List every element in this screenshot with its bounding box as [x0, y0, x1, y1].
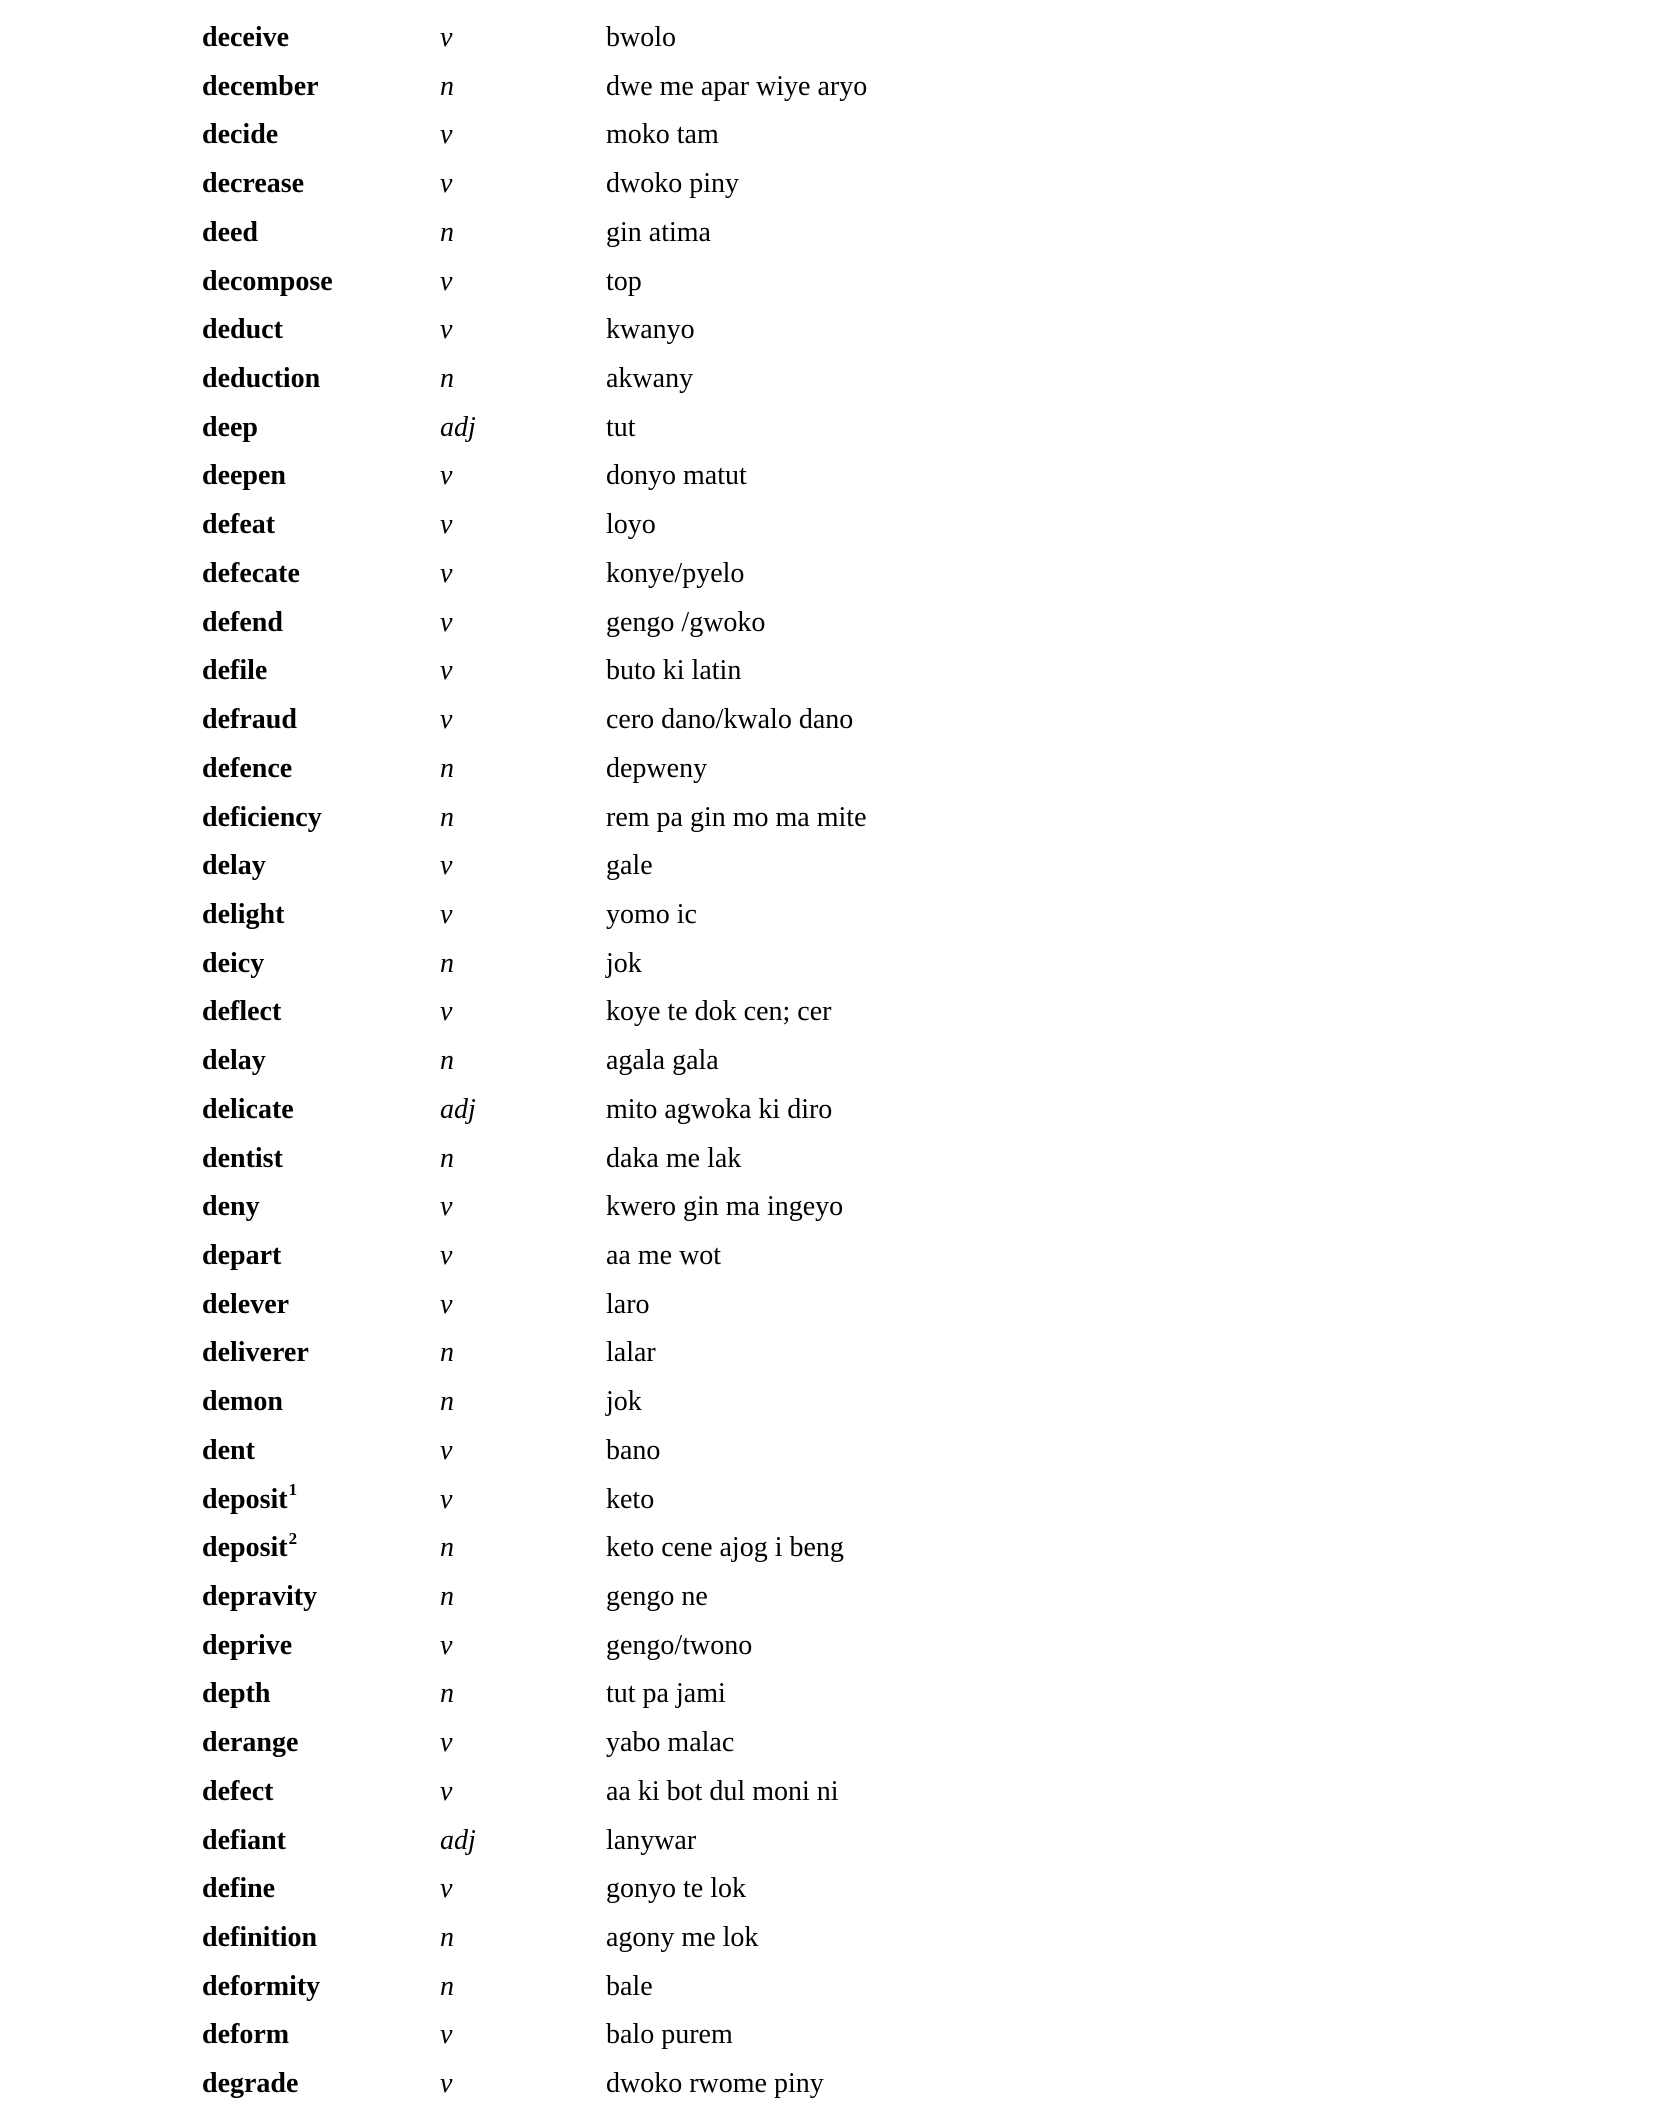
entry-part-of-speech: n: [440, 1386, 454, 1418]
entry-translation: buto ki latin: [606, 655, 742, 687]
entry-translation: kwanyo: [606, 314, 695, 346]
headword-text: define: [202, 1873, 276, 1905]
entry-headword: [202, 1431, 255, 1471]
entry-part-of-speech: v: [440, 655, 453, 687]
entry-part-of-speech: v: [440, 1629, 453, 1661]
entry-part-of-speech: n: [440, 752, 454, 784]
headword-text: delay: [202, 850, 266, 882]
entry-headword: [202, 895, 284, 935]
headword-text: derange: [202, 1727, 299, 1759]
entry-translation: laro: [606, 1288, 650, 1320]
headword-text: defiant: [202, 1824, 286, 1856]
dictionary-entry: [202, 1528, 1102, 1577]
headword-text: delight: [202, 898, 285, 930]
entry-headword: [202, 456, 286, 496]
entry-headword: [202, 1236, 281, 1276]
entry-part-of-speech: v: [440, 2068, 453, 2100]
entry-translation: agony me lok: [606, 1922, 759, 1954]
entry-headword: [202, 67, 319, 107]
entry-part-of-speech: n: [440, 1922, 454, 1954]
entry-part-of-speech: adj: [440, 411, 476, 443]
headword-text: depart: [202, 1239, 282, 1271]
entry-part-of-speech: v: [440, 2019, 453, 2051]
entry-part-of-speech: v: [440, 1483, 453, 1515]
dictionary-entry: [202, 262, 1102, 311]
dictionary-entry: [202, 1480, 1102, 1529]
entry-headword: [202, 651, 267, 691]
headword-text: deform: [202, 2019, 290, 2051]
homonym-number: 2: [288, 1528, 298, 1548]
headword-text: deed: [202, 216, 258, 248]
entry-translation: donyo matut: [606, 460, 747, 492]
headword-text: dentist: [202, 1142, 283, 1174]
entry-part-of-speech: v: [440, 1727, 453, 1759]
entry-headword: [202, 1723, 298, 1763]
dictionary-entry: [202, 164, 1102, 213]
entry-headword: [202, 359, 320, 399]
entry-translation: keto: [606, 1483, 655, 1515]
dictionary-entry: [202, 554, 1102, 603]
entry-translation: tut: [606, 411, 636, 443]
headword-text: deduction: [202, 363, 321, 395]
entry-translation: gonyo te lok: [606, 1873, 746, 1905]
entry-part-of-speech: n: [440, 1337, 454, 1369]
dictionary-entry: [202, 603, 1102, 652]
entry-headword: [202, 1187, 260, 1227]
headword-text: deny: [202, 1191, 260, 1223]
entry-headword: [202, 1772, 274, 1812]
entry-translation: konye/pyelo: [606, 557, 745, 589]
headword-text: deprive: [202, 1629, 293, 1661]
entry-translation: yomo ic: [606, 898, 697, 930]
entry-headword: [202, 213, 258, 253]
dictionary-entry: [202, 115, 1102, 164]
dictionary-entry: [202, 2015, 1102, 2064]
entry-translation: agala gala: [606, 1045, 719, 1077]
headword-text: defile: [202, 655, 268, 687]
dictionary-entry: [202, 944, 1102, 993]
headword-text: defence: [202, 752, 293, 784]
entry-translation: mito agwoka ki diro: [606, 1093, 833, 1125]
headword-text: deduct: [202, 314, 283, 346]
entry-headword: [202, 1041, 266, 1081]
dictionary-entry: [202, 1772, 1102, 1821]
headword-text: degrade: [202, 2068, 299, 2100]
entry-part-of-speech: v: [440, 119, 453, 151]
entry-translation: dwoko piny: [606, 168, 739, 200]
headword-text: deflect: [202, 996, 282, 1028]
entry-headword: [202, 262, 333, 302]
entry-headword: [202, 164, 304, 204]
entry-part-of-speech: n: [440, 801, 454, 833]
entry-headword: [202, 1821, 286, 1861]
dictionary-entry: [202, 2064, 1102, 2113]
dictionary-entry: [202, 359, 1102, 408]
headword-text: demon: [202, 1386, 283, 1418]
dictionary-entry: [202, 1285, 1102, 1334]
entry-part-of-speech: adj: [440, 1093, 476, 1125]
entry-translation: gengo/twono: [606, 1629, 753, 1661]
entry-part-of-speech: v: [440, 314, 453, 346]
dictionary-entry: [202, 992, 1102, 1041]
entry-translation: jok: [606, 947, 642, 979]
entry-headword: [202, 992, 281, 1032]
entry-translation: jok: [606, 1386, 642, 1418]
dictionary-entry: [202, 1918, 1102, 1967]
headword-text: deicy: [202, 947, 265, 979]
entry-headword: [202, 2064, 298, 2104]
headword-text: deposit: [202, 1483, 288, 1515]
dictionary-entry: [202, 1431, 1102, 1480]
entry-translation: rem pa gin mo ma mite: [606, 801, 867, 833]
entry-part-of-speech: n: [440, 1142, 454, 1174]
dictionary-entry: [202, 749, 1102, 798]
entry-part-of-speech: v: [440, 168, 453, 200]
entry-headword: [202, 505, 275, 545]
entry-part-of-speech: v: [440, 265, 453, 297]
dictionary-entry: [202, 1236, 1102, 1285]
dictionary-entry: [202, 1869, 1102, 1918]
entry-part-of-speech: n: [440, 1970, 454, 2002]
entry-headword: [202, 700, 297, 740]
headword-text: deformity: [202, 1970, 321, 2002]
entry-part-of-speech: v: [440, 460, 453, 492]
entry-headword: [202, 944, 264, 984]
entry-headword: [202, 554, 300, 594]
entry-translation: gale: [606, 850, 653, 882]
dictionary-entry: [202, 67, 1102, 116]
entry-headword: [202, 115, 278, 155]
entry-part-of-speech: v: [440, 850, 453, 882]
entry-translation: keto cene ajog i beng: [606, 1532, 844, 1564]
dictionary-entry: [202, 1187, 1102, 1236]
headword-text: deposit: [202, 1532, 288, 1564]
dictionary-entry: [202, 1577, 1102, 1626]
entry-translation: top: [606, 265, 642, 297]
entry-translation: dwe me apar wiye aryo: [606, 70, 868, 102]
entry-part-of-speech: v: [440, 704, 453, 736]
dictionary-entry: [202, 1041, 1102, 1090]
entry-translation: depweny: [606, 752, 708, 784]
entry-headword: [202, 1626, 292, 1666]
entry-translation: tut pa jami: [606, 1678, 726, 1710]
headword-text: decide: [202, 119, 279, 151]
entry-translation: lanywar: [606, 1824, 697, 1856]
dictionary-entry: [202, 310, 1102, 359]
entry-headword: [202, 408, 258, 448]
entry-part-of-speech: v: [440, 996, 453, 1028]
entry-part-of-speech: v: [440, 1288, 453, 1320]
entry-part-of-speech: v: [440, 606, 453, 638]
headword-text: defecate: [202, 557, 300, 589]
entry-translation: balo purem: [606, 2019, 733, 2051]
dictionary-entry: [202, 18, 1102, 67]
dictionary-entry: [202, 1723, 1102, 1772]
entry-part-of-speech: n: [440, 1678, 454, 1710]
entry-headword: [202, 1382, 283, 1422]
entry-translation: aa me wot: [606, 1239, 722, 1271]
entry-translation: yabo malac: [606, 1727, 735, 1759]
entry-translation: bano: [606, 1434, 661, 1466]
dictionary-entry: [202, 1090, 1102, 1139]
entry-headword: [202, 1480, 297, 1520]
entry-part-of-speech: v: [440, 898, 453, 930]
entry-translation: gengo ne: [606, 1581, 708, 1612]
entry-headword: [202, 1333, 309, 1373]
dictionary-entry: [202, 1626, 1102, 1675]
dictionary-entry: [202, 1674, 1102, 1723]
entry-headword: [202, 1090, 294, 1130]
entry-translation: bale: [606, 1970, 653, 2002]
entry-part-of-speech: v: [440, 509, 453, 541]
entry-headword: [202, 749, 292, 789]
headword-text: december: [202, 70, 319, 102]
entry-part-of-speech: v: [440, 557, 453, 589]
entry-headword: [202, 1967, 320, 2007]
headword-text: defect: [202, 1775, 274, 1807]
entry-part-of-speech: n: [440, 1581, 454, 1612]
entry-headword: [202, 1918, 317, 1958]
entry-part-of-speech: v: [440, 1191, 453, 1223]
headword-text: depravity: [202, 1581, 318, 1612]
entry-part-of-speech: adj: [440, 1824, 476, 1856]
dictionary-entry: [202, 651, 1102, 700]
dictionary-entry: [202, 1382, 1102, 1431]
headword-text: decrease: [202, 168, 305, 200]
entry-part-of-speech: v: [440, 1775, 453, 1807]
entry-translation: lalar: [606, 1337, 656, 1369]
headword-text: defraud: [202, 704, 297, 736]
entry-translation: koye te dok cen; cer: [606, 996, 832, 1028]
dictionary-entry: [202, 213, 1102, 262]
headword-text: definition: [202, 1922, 318, 1954]
entry-part-of-speech: n: [440, 947, 454, 979]
entry-part-of-speech: n: [440, 363, 454, 395]
entry-part-of-speech: n: [440, 70, 454, 102]
headword-text: deceive: [202, 22, 290, 53]
entry-headword: [202, 1869, 275, 1909]
entry-translation: dwoko rwome piny: [606, 2068, 824, 2100]
headword-text: depth: [202, 1678, 271, 1710]
entry-part-of-speech: v: [440, 1239, 453, 1271]
dictionary-entry: [202, 798, 1102, 847]
entry-translation: aa ki bot dul moni ni: [606, 1775, 839, 1807]
headword-text: deliverer: [202, 1337, 309, 1369]
entry-part-of-speech: v: [440, 1873, 453, 1905]
headword-text: deepen: [202, 460, 286, 492]
entry-part-of-speech: v: [440, 1434, 453, 1466]
headword-text: dent: [202, 1434, 255, 1466]
entry-part-of-speech: v: [440, 22, 453, 53]
entry-translation: bwolo: [606, 22, 676, 53]
dictionary-entry: [202, 846, 1102, 895]
dictionary-entry: [202, 1821, 1102, 1870]
entry-translation: daka me lak: [606, 1142, 742, 1174]
dictionary-entry: [202, 1333, 1102, 1382]
dictionary-entry: [202, 895, 1102, 944]
entry-translation: moko tam: [606, 119, 719, 151]
entry-translation: akwany: [606, 363, 694, 395]
entry-part-of-speech: n: [440, 1532, 454, 1564]
dictionary-entry: [202, 700, 1102, 749]
entry-part-of-speech: n: [440, 1045, 454, 1077]
entry-headword: [202, 1674, 270, 1714]
headword-text: decompose: [202, 265, 333, 297]
dictionary-entry-list: [202, 18, 1102, 2113]
dictionary-entry: [202, 1967, 1102, 2016]
dictionary-entry: [202, 1139, 1102, 1188]
entry-headword: [202, 1285, 289, 1325]
entry-translation: loyo: [606, 509, 656, 541]
entry-headword: [202, 18, 289, 58]
headword-text: deficiency: [202, 801, 322, 833]
entry-headword: [202, 2015, 289, 2055]
dictionary-entry: [202, 408, 1102, 457]
dictionary-entry: [202, 456, 1102, 505]
entry-part-of-speech: n: [440, 216, 454, 248]
entry-headword: [202, 798, 322, 838]
headword-text: delay: [202, 1045, 266, 1077]
entry-headword: [202, 846, 266, 886]
entry-translation: kwero gin ma ingeyo: [606, 1191, 844, 1223]
entry-headword: [202, 1577, 317, 1617]
entry-headword: [202, 310, 283, 350]
entry-headword: [202, 1528, 297, 1568]
homonym-number: 1: [288, 1480, 298, 1500]
entry-headword: [202, 1139, 283, 1179]
headword-text: delicate: [202, 1093, 294, 1125]
headword-text: deep: [202, 411, 258, 443]
dictionary-entry: [202, 505, 1102, 554]
headword-text: defeat: [202, 509, 276, 541]
entry-headword: [202, 603, 283, 643]
headword-text: delever: [202, 1288, 290, 1320]
entry-translation: gengo /gwoko: [606, 606, 766, 638]
entry-translation: cero dano/kwalo dano: [606, 704, 854, 736]
headword-text: defend: [202, 606, 283, 638]
entry-translation: gin atima: [606, 216, 711, 248]
